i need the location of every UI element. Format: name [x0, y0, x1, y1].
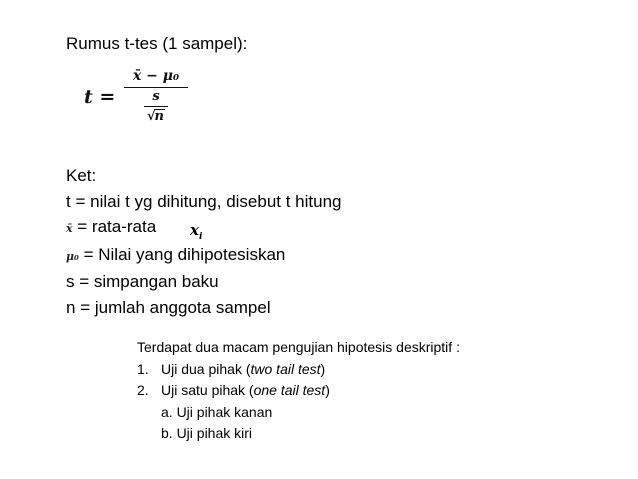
xi-symbol-icon: $x_i$	[190, 221, 203, 242]
legend-line-xbar: x̄ = rata-rata	[66, 217, 157, 236]
legend-symbol-n: n	[66, 297, 76, 317]
sub-list-item: b. Uji pihak kiri	[161, 425, 253, 441]
formula-main-bar	[124, 87, 188, 88]
legend-symbol-s: s	[66, 272, 75, 291]
notes-intro: Terdapat dua macam pengujian hipotesis deskriptif :	[137, 339, 460, 355]
sub-list-item: a. Uji pihak kanan	[161, 403, 273, 420]
list-item: 2. Uji satu pihak (one tail test)	[137, 382, 330, 398]
legend-line-mu0: μ₀ = Nilai yang dihipotesiskan	[66, 244, 286, 264]
hypothesis-notes	[137, 337, 460, 445]
formula-lhs: t =	[84, 86, 116, 108]
formula-sub-bar	[144, 106, 168, 107]
legend-line-t: t = nilai t yg dihitung, disebut t hitung	[66, 191, 342, 211]
legend-symbol-t: t	[66, 191, 71, 211]
legend-block	[66, 163, 342, 320]
formula-sub-numerator: s	[152, 89, 160, 104]
legend-line-s: s = simpangan baku	[66, 272, 219, 291]
formula-numerator: x̄ − μ₀	[132, 68, 180, 84]
slide-title: Rumus t-tes (1 sampel):	[66, 34, 248, 53]
list-item: 1. Uji dua pihak (two tail test)	[137, 360, 326, 377]
legend-heading: Ket:	[66, 166, 97, 185]
xbar-symbol-icon: x̄	[66, 222, 73, 235]
formula-sqrt-radicand: n	[154, 109, 164, 124]
mu0-symbol-icon: μ₀	[66, 249, 79, 263]
formula-main-fraction	[124, 68, 188, 124]
formula-sub-denominator: √n	[147, 109, 164, 124]
legend-line-n: n = jumlah anggota sampel	[66, 297, 271, 317]
